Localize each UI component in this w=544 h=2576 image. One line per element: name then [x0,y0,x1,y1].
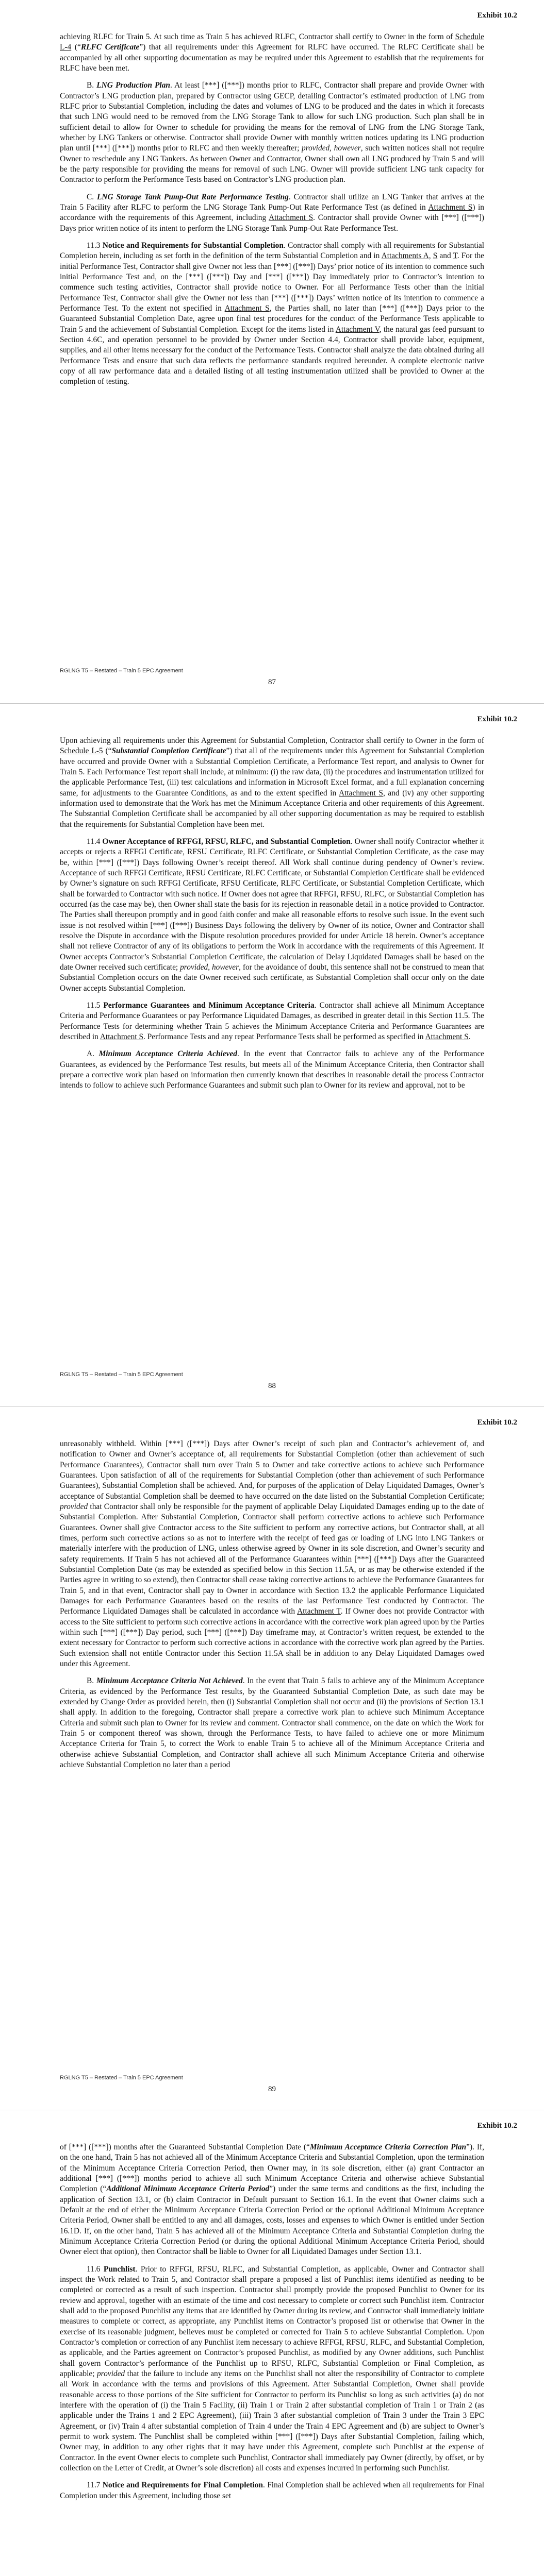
paragraph: C. LNG Storage Tank Pump-Out Rate Performance Testing. Contractor shall utilize an LNG Tanker that arrives at the Train 5 Facility after RLFC to perform the LNG Storage Tank Pump-Out Rate Performance Test (as defined in Attachment S) in accordance with the requirements of this Agreement, including Attachment S. Contractor shall provide Owner with [***] ([***]) Days prior written notice of its intent to perform the LNG Storage Tank Pump-Out Rate Performance Test. [60,192,485,233]
paragraph: Upon achieving all requirements under this Agreement for Substantial Completion, Contractor shall certify to Owner in the form of Schedule L-5 (“Substantial Completion Certificate”) that all of the requirements under this Agreement for Substantial Completion have occurred and provide Owner with a Substantial Completion Certificate, a Performance Test report, and analysis to Owner for Train 5. Each Performance Test report shall include, at minimum: (i) the raw data, (ii) the procedures and instrumentation utilized for the applicable Performance Test, (iii) test calculations and information in Microsoft Excel format, and a full explanation concerning same, for adjustments to the Guarantee Conditions, as and to the extent specified in Attachment S, and (iv) any other supporting information used to demonstrate that the Work has met the Minimum Acceptance Criteria and other requirements of this Agreement. The Substantial Completion Certificate shall be accompanied by all other supporting documentation as may be required to establish that the requirements for Substantial Completion have been met. [60,736,484,829]
exhibit-label: Exhibit 10.2 [477,2122,517,2130]
paragraph: achieving RLFC for Train 5. At such time as Train 5 has achieved RLFC, Contractor shall certify to Owner in the form of Schedule L-4 (“RLFC Certificate”) that all requirements under this Agreement for RLFC have occurred. The RLFC Certificate shall be accompanied by all other supporting documentation as may be required under this Agreement to establish that the requirements for RLFC have been met. [60,32,485,73]
paragraph: A. Minimum Acceptance Criteria Achieved. In the event that Contractor fails to achieve any of the Performance Guarantees, as evidenced by the Performance Test results, but meets all of the Minimum Acceptance Criteria, then Contractor shall prepare a corrective work plan based on information then currently known that describes in reasonable detail the process Contractor intends to follow to achieve such Performance Guarantees and submit such plan to Owner for its review and approval, not to be [60,1049,484,1090]
paragraph: of [***] ([***]) months after the Guaranteed Substantial Completion Date (“Minimum Acceptance Criteria Correction Plan”). If, on the one hand, Train 5 has not achieved all of the Minimum Acceptance Criteria and Substantial Completion, upon the termination of the Minimum Acceptance Criteria Correction Period, then Owner may, in its sole discretion, either (a) grant Contractor an additional [***] ([***]) months period to achieve all such Minimum Acceptance Criteria and otherwise achieve Substantial Completion (“Additional Minimum Acceptance Criteria Period”) under the same terms and conditions as the first, including the application of Section 13.1, or (b) claim Contractor in Default pursuant to Section 16.1. In the event that Owner claims such a Default at the end of either the Minimum Acceptance Criteria Correction Period or the optional Additional Minimum Acceptance Criteria Period, Owner shall be entitled to any and all damages, costs, losses and expenses to which Owner is entitled under Section 16.1D. If, on the other hand, Train 5 has achieved all of the Minimum Acceptance Criteria and Substantial Completion during the Minimum Acceptance Criteria Correction Period (or during the optional Additional Minimum Acceptance Criteria Period, should Owner elect that option), then Contractor shall be liable to Owner for all Liquidated Damages under Section 13.1. [60,2143,484,2257]
page-footer [60,1371,484,1392]
document-page [0,1406,544,2110]
paragraph: 11.7 Notice and Requirements for Final Completion. Final Completion shall be achieved when all requirements for Final Completion under this Agreement, including those set [60,2481,484,2500]
paragraph: 11.6 Punchlist. Prior to RFFGI, RFSU, RLFC, and Substantial Completion, as applicable, Owner and Contractor shall inspect the Work related to Train 5, and Contractor shall prepare a proposed a list of Punchlist items identified as needing to be completed or corrected as a result of such inspection. Contractor shall promptly provide the proposed Punchlist to Owner for its review and approval, together with an estimate of the time and cost necessary to complete or correct such Punchlist item. Contractor shall add to the proposed Punchlist any items that are identified by Owner during its review, and Contractor shall immediately initiate measures to complete or correct, as appropriate, any Punchlist items on Contractor’s proposed list or otherwise that Owner in the exercise of its reasonable judgment, believes must be completed or corrected for Train 5 to achieve Substantial Completion. Upon Contractor’s completion or correction of any Punchlist item necessary to achieve RFFGI, RFSU, RLFC, and Substantial Completion, as applicable, and the Parties agreement on Contractor’s proposed Punchlist, as modified by any Owner additions, such Punchlist shall govern Contractor’s performance of the Punchlist up to RFSU, RLFC, Substantial Completion or Final Completion, as applicable; provided that the failure to include any items on the Punchlist shall not alter the responsibility of Contractor to complete all Work in accordance with the terms and provisions of this Agreement. After Substantial Completion, Owner shall provide reasonable access to those portions of the Site sufficient for Contractor to perform its Punchlist so long as such activities (a) do not interfere with the operation of (i) the Train 5 Facility, (ii) Train 1 or Train 2 after substantial completion of Train 1 or Train 2 (as applicable under the Trains 1 and 2 EPC Agreement), (iii) Train 3 after substantial completion of Train 3 under the Train 3 EPC Agreement, or (iv) Train 4 after substantial completion of Train 4 under the Train 4 EPC Agreement and (b) are subject to Owner’s permit to work system. The Punchlist shall be completed within [***] ([***]) Days after Substantial Completion, failing which, Owner may, in addition to any other rights that it may have under this Agreement, complete such Punchlist at the expense of Contractor. In the event Owner elects to complete such Punchlist, Contractor shall immediately pay Owner (directly, by offset, or by collection on the Letter of Credit, at Owner’s sole discretion) all costs and expenses incurred in performing such Punchlist. [60,2264,484,2472]
paragraph: 11.3 Notice and Requirements for Substantial Completion. Contractor shall comply with all requirements for Substantial Completion herein, including as set forth in the definition of the term Substantial Completion and in Attachments A, S and T. For the initial Performance Test, Contractor shall give Owner not less than [***] ([***]) Days’ prior notice of its intention to commence such initial Performance Test and, on the [***] ([***]) Day and [***] ([***]) Day immediately prior to Contractor’s intention to commence such testing activities, Contractor shall provide notice to Owner. For all Performance Tests other than the initial Performance Test, Contractor shall give the Owner not less than [***] ([***]) Days’ written notice of its intention to commence a Performance Test. To the extent not specified in Attachment S, the Parties shall, no later than [***] ([***]) Days prior to the Guaranteed Substantial Completion Date, agree upon final test procedures for the conduct of the Performance Tests applicable to Train 5 and the achievement of Substantial Completion. Except for the items listed in Attachment V, the natural gas feed pursuant to Section 4.6C, and operation personnel to be provided by Owner under Section 4.4, Contractor shall provide labor, equipment, supplies, and all other items necessary for the conduct of the Performance Tests. Contractor shall analyze the data obtained during all Performance Tests and ensure that such data reflects the performance standards required hereunder. A complete electronic native copy of all raw performance data and a detailed listing of all testing instrumentation utilized shall be provided to Owner at the completion of testing. [60,241,485,386]
page-footer [60,668,484,688]
page-body [60,2142,484,2508]
page-body [60,32,484,394]
document-page [0,2110,544,2576]
footer-text: RGLNG T5 – Restated – Train 5 EPC Agreement [60,1371,183,1378]
document-page [0,703,544,1407]
page-number: 89 [268,2085,276,2093]
exhibit-label: Exhibit 10.2 [477,11,517,20]
paragraph: B. LNG Production Plan. At least [***] ([***]) months prior to RLFC, Contractor shall prepare and provide Owner with Contractor’s LNG production plan, prepared by Contractor using GECP, detailing Contractor’s estimated production of LNG from RLFC prior to Substantial Completion, including the dates and volumes of LNG to be produced and the dates in which it forecasts that such LNG would need to be removed from the LNG Storage Tank to allow for such LNG production. Such plan shall be in sufficient detail to allow for Owner to schedule for providing the means for the removal of LNG from the LNG Storage Tank, whether by LNG Tankers or otherwise. Contractor shall provide Owner with monthly written notices updating its LNG production plan until [***] ([***]) months prior to RLFC and then weekly thereafter; provided, however, such written notices shall not require Owner to reschedule any LNG Tankers. As between Owner and Contractor, Owner shall own all LNG produced by Train 5 and will be the party responsible for providing the means for removal of such LNG. Owner will provide sufficient LNG tank capacity for Contractor to perform the Performance Tests based on Contractor’s LNG production plan. [60,81,484,184]
paragraph: unreasonably withheld. Within [***] ([***]) Days after Owner’s receipt of such plan and Contractor’s achievement of, and notification to Owner and Owner’s acceptance of, all requirements for Substantial Completion (other than achievement of such Performance Guarantees), Contractor shall turn over Train 5 to Owner and take corrective actions to achieve such Performance Guarantees. Upon satisfaction of all of the requirements for Substantial Completion (other than achievement of such Performance Guarantees), Substantial Completion shall be achieved. And, for purposes of the application of Delay Liquidated Damages, Owner’s acceptance of Substantial Completion shall be deemed to have occurred on the date listed on the Substantial Completion Certificate; provided that Contractor shall only be responsible for the payment of applicable Delay Liquidated Damages ending up to the date of Substantial Completion. After Substantial Completion, Contractor shall perform corrective actions to achieve such Performance Guarantees. Owner shall give Contractor access to the Site sufficient to perform any corrective actions, but Contractor shall, at all times, perform such corrective actions so as not to interfere with the receipt of feed gas or loading of LNG into LNG Tankers or materially interfere with the production of LNG, unless otherwise agreed by Owner in its sole discretion, and Owner’s security and safety requirements. If Train 5 has not achieved all of the Performance Guarantees within [***] ([***]) Days after the Guaranteed Substantial Completion Date (as may be extended as specified below in this Section 11.5A, or as may be otherwise extended if the Parties agree in writing to so extend), then Contractor shall cease taking corrective actions to achieve the Performance Guarantees for Train 5, and in that event, Contractor shall pay to Owner in accordance with Section 13.2 the applicable Performance Liquidated Damages for each Performance Guarantees based on the results of the last Performance Test conducted by Contractor. The Performance Liquidated Damages shall be calculated in accordance with Attachment T. If Owner does not provide Contractor with access to the Site sufficient to perform such corrective actions in accordance with the corrective work plan agreed upon by the Parties within such [***] ([***]) Day period, such [***] ([***]) Day timeframe may, at Contractor’s written request, be extended to the extent necessary for Contractor to perform such corrective actions in accordance with the corrective work plan agreed by the Parties. Such extension shall not entitle Contractor under this Section 11.5A shall be in addition to any Delay Liquidated Damages owed under this Agreement. [60,1439,484,1668]
page-body [60,1439,484,1777]
footer-text: RGLNG T5 – Restated – Train 5 EPC Agreement [60,668,183,674]
paragraph: B. Minimum Acceptance Criteria Not Achieved. In the event that Train 5 fails to achieve any of the Minimum Acceptance Criteria, as evidenced by the Performance Test results, by the Guaranteed Substantial Completion Date, as such date may be extended by Change Order as provided herein, then (i) Substantial Completion shall not occur and (ii) the provisions of Section 13.1 shall apply. In addition to the foregoing, Contractor shall prepare a corrective work plan to achieve such Minimum Acceptance Criteria and submit such plan to Owner for its review and comment. Contractor shall commence, on the date on which the Work for Train 5 or component thereof was shown, through the Performance Tests, to have failed to achieve one or more Minimum Acceptance Criteria for Train 5, to correct the Work to enable Train 5 to achieve all of the Minimum Acceptance Criteria and otherwise achieve Substantial Completion, and Contractor shall achieve all such Minimum Acceptance Criteria and otherwise achieve Substantial Completion no later than a period [60,1676,485,1769]
document-page [0,0,544,703]
page-number: 88 [268,1382,276,1390]
page-footer [60,2075,484,2095]
footer-text: RGLNG T5 – Restated – Train 5 EPC Agreement [60,2075,183,2081]
paragraph: 11.5 Performance Guarantees and Minimum Acceptance Criteria. Contractor shall achieve all Minimum Acceptance Criteria and Performance Guarantees or pay Performance Liquidated Damages, as described in greater detail in this Section 11.5. The Performance Tests for determining whether Train 5 achieves the Minimum Acceptance Criteria and Performance Guarantees are described in Attachment S. Performance Tests and any repeat Performance Tests shall be performed as specified in Attachment S. [60,1001,484,1041]
paragraph: 11.4 Owner Acceptance of RFFGI, RFSU, RLFC, and Substantial Completion. Owner shall notify Contractor whether it accepts or rejects a RFFGI Certificate, RFSU Certificate, RLFC Certificate, or Substantial Completion Certificate, as the case may be, within [***] ([***]) Days following Owner’s receipt thereof. All Work shall continue during pendency of Owner’s review. Acceptance of such RFFGI Certificate, RFSU Certificate, RLFC Certificate, or Substantial Completion Certificate shall be evidenced by Owner’s signature on such RFFGI Certificate, RFSU Certificate, RLFC Certificate, or Substantial Completion Certificate, which shall be forwarded to Contractor with such notice. If Owner does not agree that RFFGI, RFSU, RLFC, or Substantial Completion has occurred (as the case may be), then Owner shall state the basis for its rejection in reasonable detail in a notice provided to Contractor. The Parties shall thereupon promptly and in good faith confer and make all reasonable efforts to resolve such issue. In the event such issue is not resolved within [***] ([***]) Business Days following the delivery by Owner of its notice, Owner and Contractor shall resolve the Dispute in accordance with the Dispute resolution procedures provided for under Article 18 herein. Owner’s acceptance shall not relieve Contractor of any of its obligations to perform the Work in accordance with the requirements of this Agreement. If Owner accepts Contractor’s Substantial Completion Certificate, the calculation of Delay Liquidated Damages shall be based on the date Owner received such certificate; provided, however, for the avoidance of doubt, this sentence shall not be construed to mean that Substantial Completion occurs on the date Owner received such certificate, as Substantial Completion shall occur only on the date Owner accepts Substantial Completion. [60,837,484,993]
exhibit-label: Exhibit 10.2 [477,1418,517,1427]
exhibit-label: Exhibit 10.2 [477,715,517,723]
page-body [60,736,484,1098]
page-number: 87 [268,678,276,686]
